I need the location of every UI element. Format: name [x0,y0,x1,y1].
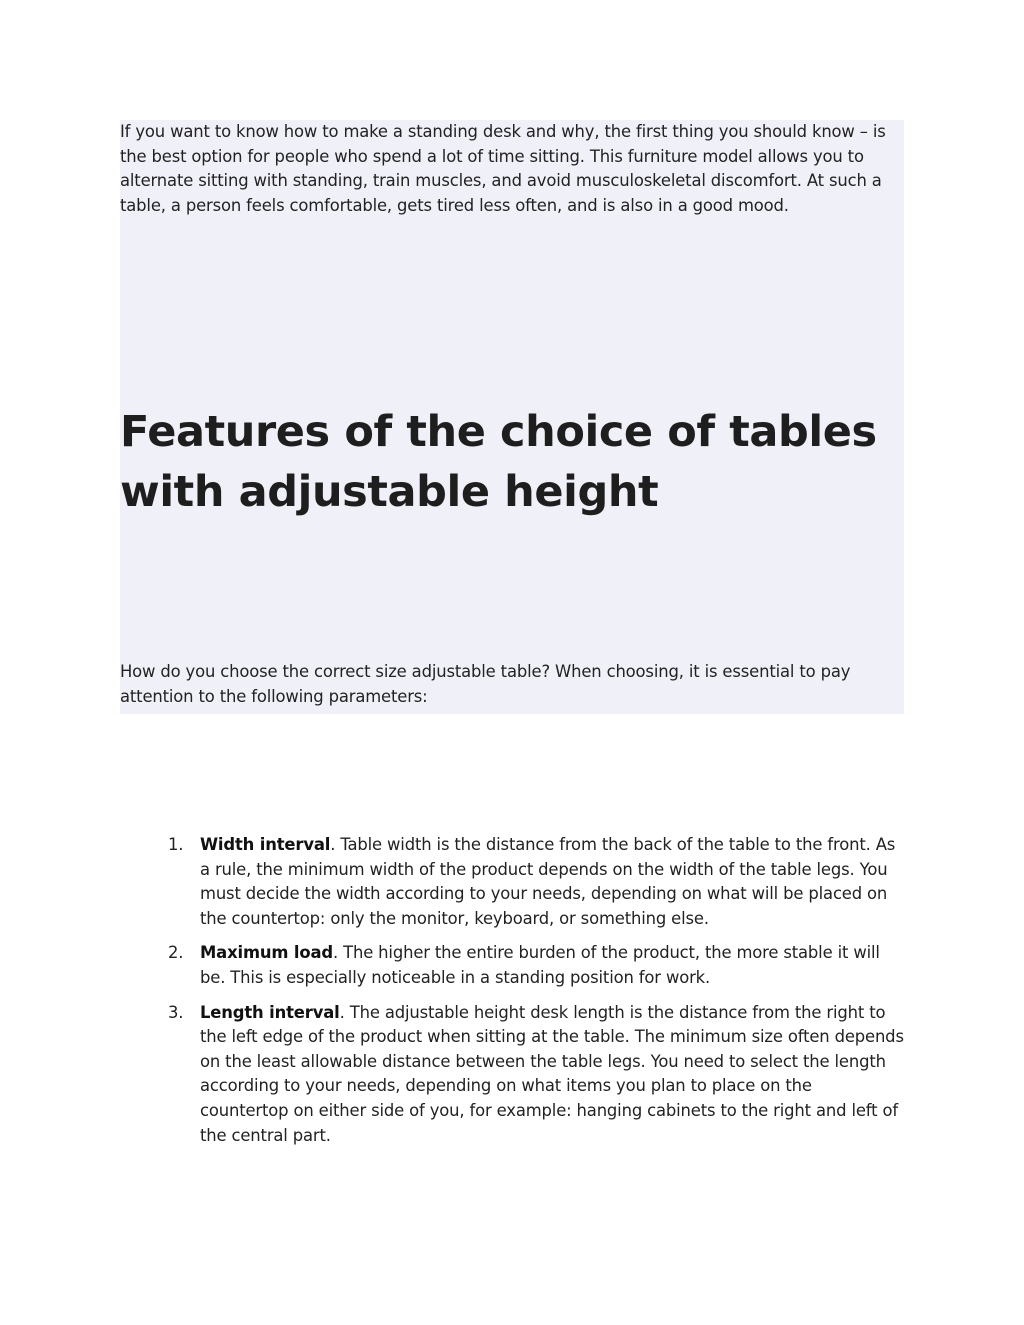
list-item-term: Width interval [200,835,331,854]
section-heading: Features of the choice of tables with adjustable height [120,407,877,517]
intro-paragraph: If you want to know how to make a standing desk and why, the first thing you should know – is the best option for people who spend a lot of time sitting. This furniture model allows you to alternate sitting with standing, train muscles, and avoid musculoskeletal discomfort. At such a table, a person feels comfortable, gets tired less often, and is also in a good mood. [120,122,886,215]
list-item-number: 2. [168,943,184,963]
list-item-term: Maximum load [200,943,333,963]
list-item-length-interval [120,1001,904,1149]
list-item-number: 3. [168,1002,184,1022]
question-paragraph: How do you choose the correct size adjustable table? When choosing, it is essential to pay attention to the following parameters: [120,662,851,706]
list-item-term: Length interval [200,1002,340,1022]
list-item-number: 1. [168,835,184,854]
list-item-text: . The adjustable height desk length is the distance from the right to the left edge of the product when sitting at the table. The minimum size often depends on the least allowable distance between the table legs. You need to select the length according to your needs, depending on what items you plan to place on the countertop on either side of you, for example: hanging cabinets to the right and left of the central part. [200,1002,904,1145]
list-item-text: . Table width is the distance from the back of the table to the front. As a rule, the minimum width of the product depends on the width of the table legs. You must decide the width according to your needs, depending on what will be placed on the countertop: only the monitor, keyboard, or something else. [200,835,896,928]
list-item-width-interval [120,833,904,931]
list-item-maximum-load [120,941,904,990]
parameter-list [120,833,904,1158]
list-item-text: . The higher the entire burden of the product, the more stable it will be. This is especially noticeable in a standing position for work. [200,943,880,987]
